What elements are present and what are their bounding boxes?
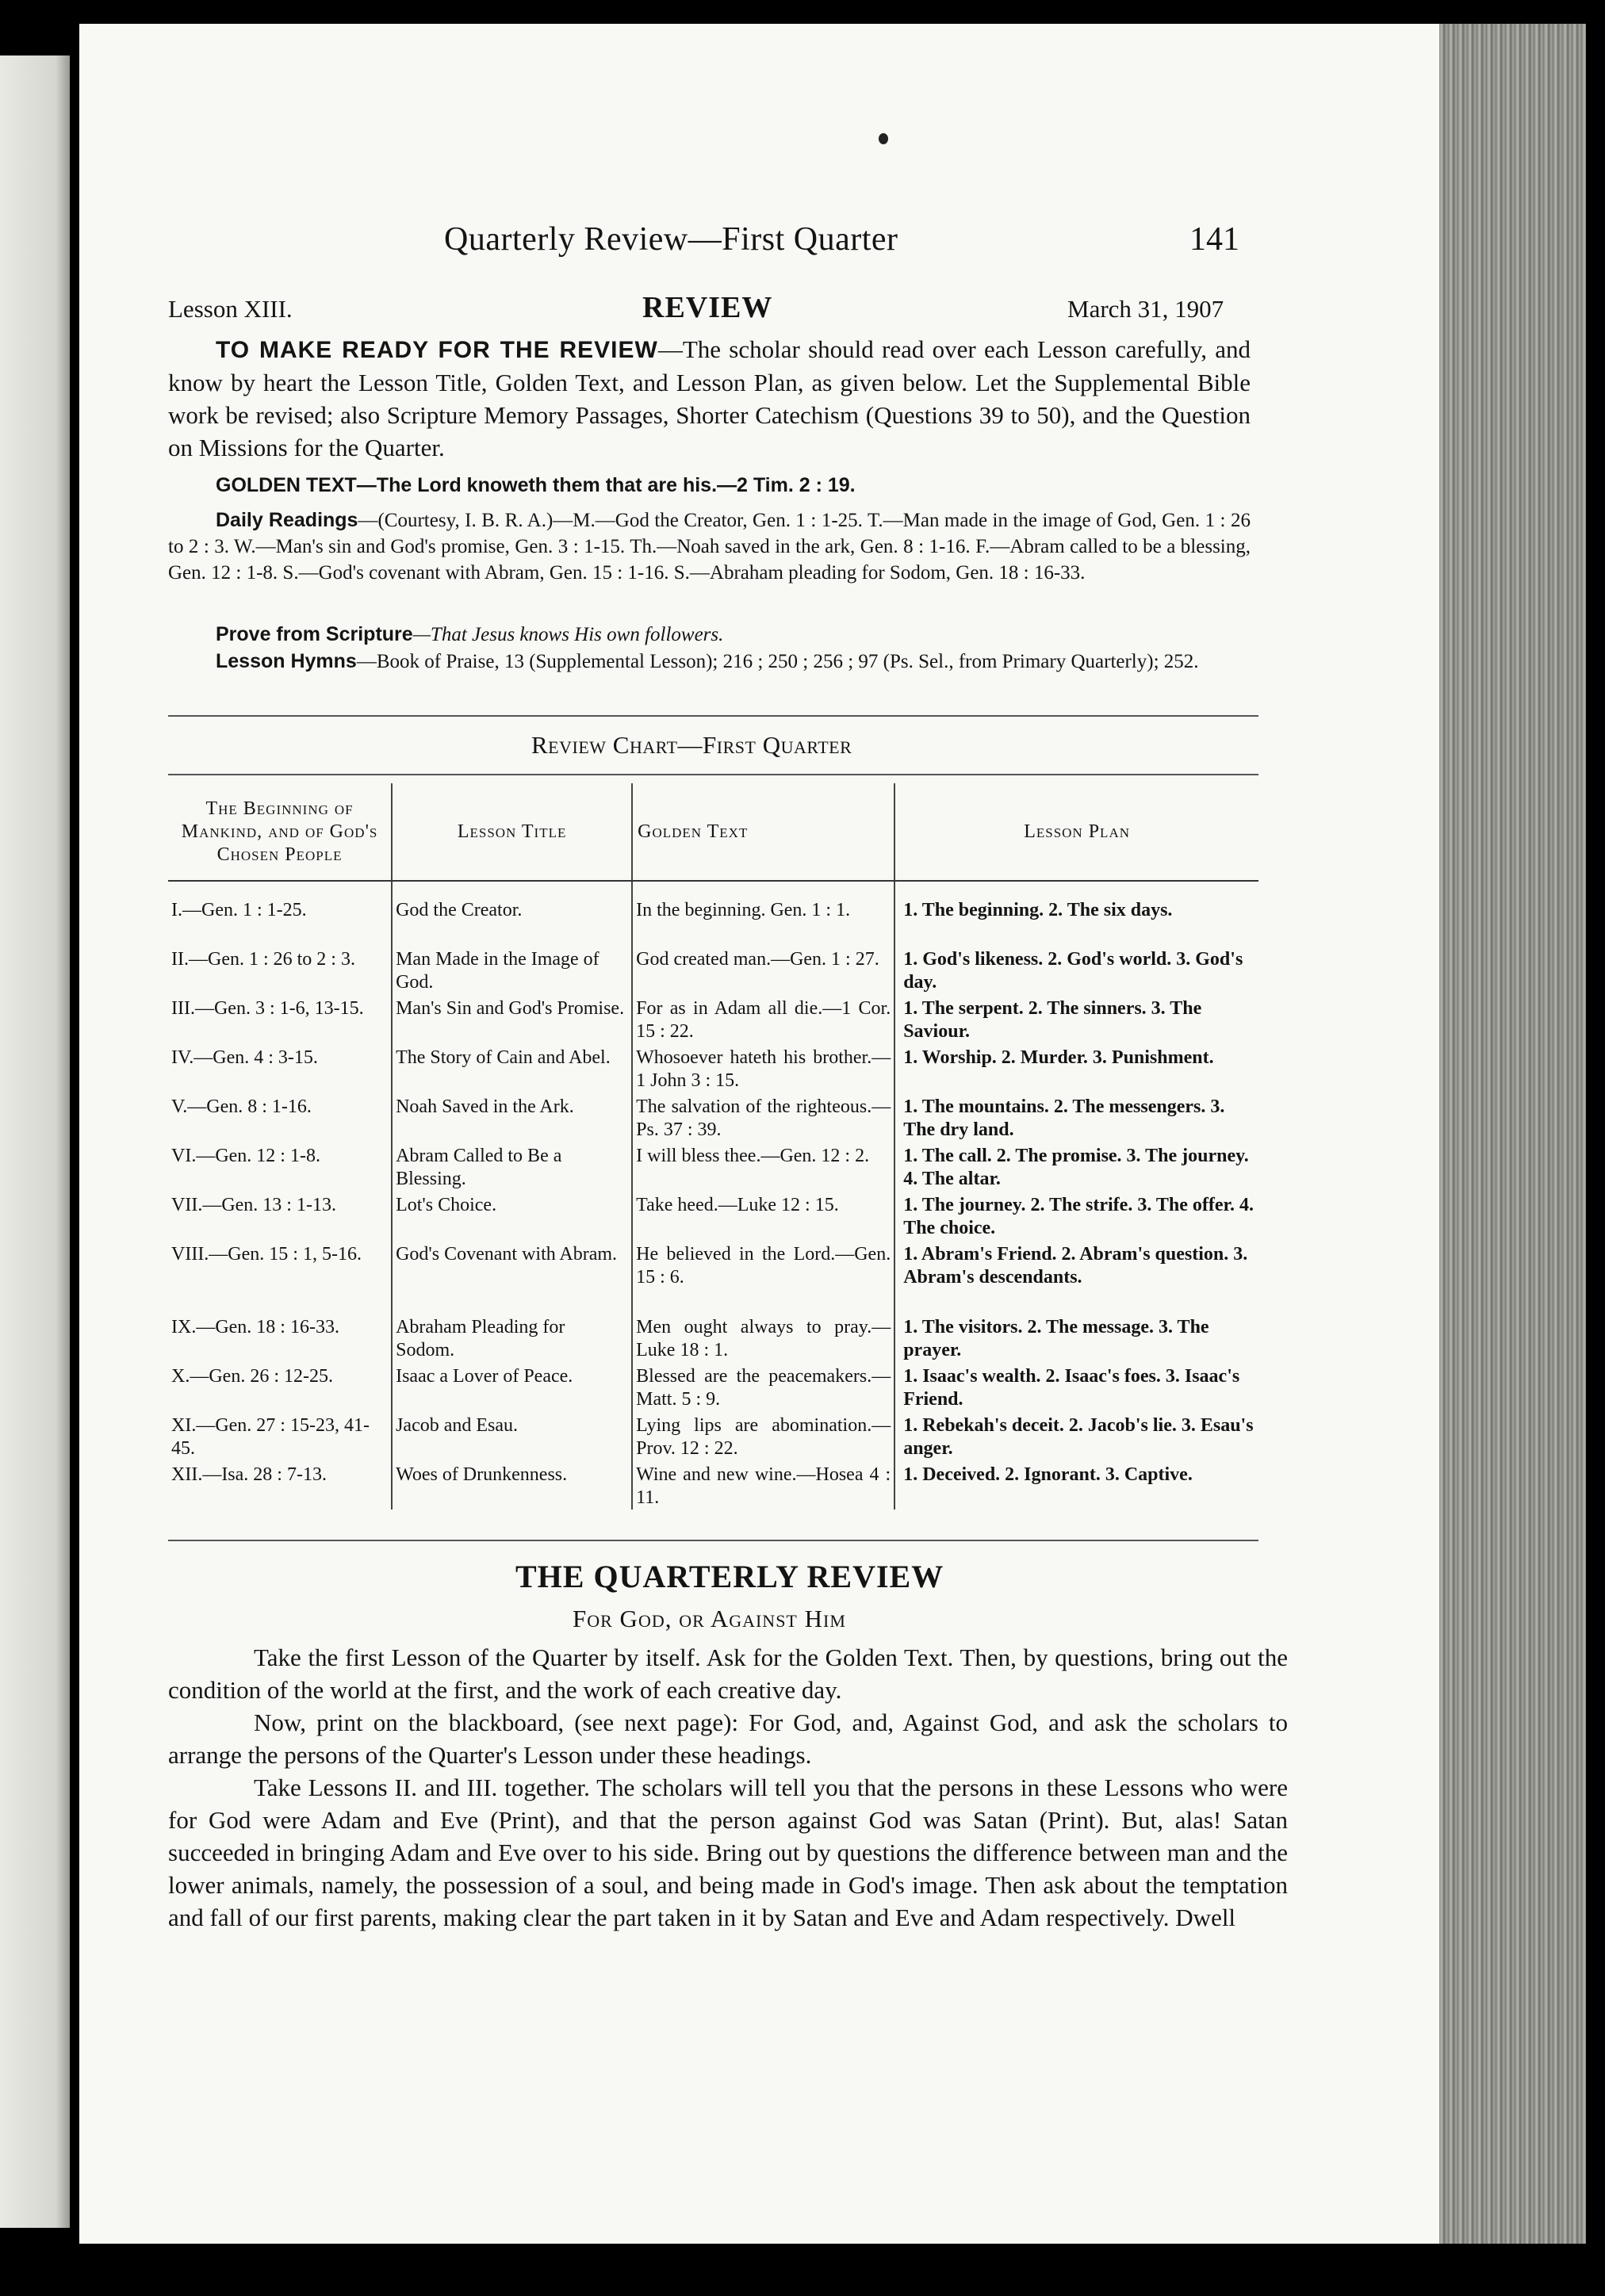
review-title: REVIEW <box>642 291 773 324</box>
table-row <box>168 881 1258 945</box>
table-row <box>168 1411 1258 1460</box>
cell-lesson-title: God's Covenant with Abram. <box>392 1240 632 1313</box>
prove-label: Prove from Scripture <box>216 623 413 645</box>
golden-text-label: GOLDEN TEXT— <box>216 474 377 496</box>
prove-from-scripture <box>168 622 1251 648</box>
prove-text: —That Jesus knows His own followers. <box>412 624 724 645</box>
cell-lesson-plan: 1. The visitors. 2. The message. 3. The prayer. <box>903 1317 1209 1360</box>
table-row <box>168 1142 1258 1191</box>
cell-golden-text: Wine and new wine.—Hosea 4 : 11. <box>632 1460 894 1510</box>
facing-page-edge <box>0 55 70 2228</box>
cell-golden-text: In the beginning. Gen. 1 : 1. <box>632 881 894 945</box>
daily-readings-text: —(Courtesy, I. B. R. A.)—M.—God the Creator, Gen. 1 : 1-25. T.—Man made in the image of God, Gen. 1 : 26 to 2 : 3. W.—Man's sin and God's promise, Gen. 3 : 1-15. Th.—Noah saved in the ark, Gen. 8 : 1-16. F.—Abram called to be a blessing, Gen. 12 : 1-8. S.—God's covenant with Abram, Gen. 15 : 1-16. S.—Abraham pleading for Sodom, Gen. 18 : 16-33. <box>168 510 1251 584</box>
cell-scripture: VI.—Gen. 12 : 1-8. <box>168 1142 392 1191</box>
golden-text-value: The Lord knoweth them that are his.—2 Tim. 2 : 19. <box>376 474 856 496</box>
cell-lesson-title: Jacob and Esau. <box>392 1411 632 1460</box>
table-header-row <box>168 783 1258 881</box>
cell-scripture: II.—Gen. 1 : 26 to 2 : 3. <box>168 945 392 994</box>
table-row <box>168 1093 1258 1142</box>
cell-lesson-title: Lot's Choice. <box>392 1191 632 1240</box>
lesson-hymns <box>168 649 1251 675</box>
cell-lesson-plan: 1. Worship. 2. Murder. 3. Punishment. <box>903 1047 1214 1068</box>
running-head: Quarterly Review—First Quarter <box>444 221 898 258</box>
cell-scripture: V.—Gen. 8 : 1-16. <box>168 1093 392 1142</box>
lesson-date: March 31, 1907 <box>1067 295 1224 323</box>
cell-lesson-plan: 1. The mountains. 2. The messengers. 3. The dry land. <box>903 1096 1225 1140</box>
cell-lesson-title: Woes of Drunkenness. <box>392 1460 632 1510</box>
quarterly-review-subheading: For God, or Against Him <box>573 1605 846 1632</box>
column-header-golden-text: Golden Text <box>632 783 894 881</box>
chart-title: Review Chart—First Quarter <box>531 731 852 759</box>
cell-scripture: IV.—Gen. 4 : 3-15. <box>168 1043 392 1093</box>
daily-readings <box>168 507 1251 586</box>
column-header-lesson-plan: Lesson Plan <box>894 783 1258 881</box>
column-header-scripture: The Beginning of Mankind, and of God's Chosen People <box>168 783 392 881</box>
intro-heading: TO MAKE READY FOR THE REVIEW <box>216 337 658 363</box>
cell-lesson-plan: 1. Rebekah's deceit. 2. Jacob's lie. 3. Esau's anger. <box>903 1415 1254 1459</box>
intro-text: —The scholar should read over each Lesson carefully, and know by heart the Lesson Title, Golden Text, and Lesson Plan, as given below. Let the Supplemental Bible work be revised; also Scripture Memory Passages, Shorter Catechism (Questions 39 to 50), and the Question on Missions for the Quarter. <box>168 335 1251 461</box>
cell-scripture: XII.—Isa. 28 : 7-13. <box>168 1460 392 1510</box>
ink-dot <box>879 133 888 144</box>
cell-lesson-title: Abraham Pleading for Sodom. <box>392 1313 632 1362</box>
intro-paragraph <box>168 333 1251 464</box>
cell-scripture: I.—Gen. 1 : 1-25. <box>168 881 392 945</box>
body-paragraph: Now, print on the blackboard, (see next page): For God, and, Against God, and ask the scholars to arrange the persons of the Quarter's Lesson under these headings. <box>168 1709 1288 1769</box>
cell-scripture: XI.—Gen. 27 : 15-23, 41-45. <box>168 1411 392 1460</box>
table-row <box>168 1240 1258 1313</box>
cell-scripture: X.—Gen. 26 : 12-25. <box>168 1362 392 1411</box>
cell-lesson-plan: 1. The journey. 2. The strife. 3. The offer. 4. The choice. <box>903 1195 1254 1238</box>
body-paragraph: Take the first Lesson of the Quarter by itself. Ask for the Golden Text. Then, by questions, bring out the condition of the world at the first, and the work of each creative day. <box>168 1644 1288 1704</box>
section-rule-top <box>168 715 1258 717</box>
section-rule-chart <box>168 774 1258 775</box>
table-row <box>168 1191 1258 1240</box>
column-header-lesson-title: Lesson Title <box>392 783 632 881</box>
cell-golden-text: Men ought always to pray.—Luke 18 : 1. <box>632 1313 894 1362</box>
page-stack-edge <box>1439 24 1586 2244</box>
cell-lesson-plan: 1. The call. 2. The promise. 3. The journey. 4. The altar. <box>903 1146 1249 1189</box>
cell-golden-text: Whosoever hateth his brother.—1 John 3 : 15. <box>632 1043 894 1093</box>
quarterly-review-body <box>168 1641 1288 1934</box>
table-row <box>168 1313 1258 1362</box>
cell-golden-text: I will bless thee.—Gen. 12 : 2. <box>632 1142 894 1191</box>
hymns-text: —Book of Praise, 13 (Supplemental Lesson); 216 ; 250 ; 256 ; 97 (Ps. Sel., from Primary Quarterly); 252. <box>356 651 1199 672</box>
cell-lesson-plan: 1. Isaac's wealth. 2. Isaac's foes. 3. Isaac's Friend. <box>903 1366 1240 1410</box>
cell-scripture: VIII.—Gen. 15 : 1, 5-16. <box>168 1240 392 1313</box>
table-row <box>168 994 1258 1043</box>
golden-text-line <box>168 473 1251 499</box>
cell-lesson-title: Noah Saved in the Ark. <box>392 1093 632 1142</box>
cell-lesson-plan: 1. God's likeness. 2. God's world. 3. God's day. <box>903 949 1243 993</box>
cell-scripture: III.—Gen. 3 : 1-6, 13-15. <box>168 994 392 1043</box>
cell-golden-text: He believed in the Lord.—Gen. 15 : 6. <box>632 1240 894 1313</box>
section-rule-bottom <box>168 1540 1258 1541</box>
cell-lesson-plan: 1. Deceived. 2. Ignorant. 3. Captive. <box>903 1464 1193 1485</box>
cell-lesson-title: God the Creator. <box>392 881 632 945</box>
cell-lesson-title: Isaac a Lover of Peace. <box>392 1362 632 1411</box>
lesson-number: Lesson XIII. <box>168 295 293 323</box>
table-row <box>168 1362 1258 1411</box>
quarterly-review-heading: THE QUARTERLY REVIEW <box>515 1559 944 1594</box>
daily-readings-label: Daily Readings <box>216 509 358 531</box>
review-chart-table <box>168 783 1258 1510</box>
table-row <box>168 945 1258 994</box>
table-row <box>168 1460 1258 1510</box>
page-number: 141 <box>1189 221 1239 258</box>
cell-golden-text: Blessed are the peacemakers.—Matt. 5 : 9. <box>632 1362 894 1411</box>
cell-scripture: IX.—Gen. 18 : 16-33. <box>168 1313 392 1362</box>
cell-scripture: VII.—Gen. 13 : 1-13. <box>168 1191 392 1240</box>
cell-lesson-plan: 1. The serpent. 2. The sinners. 3. The Saviour. <box>903 998 1202 1042</box>
cell-lesson-title: The Story of Cain and Abel. <box>392 1043 632 1093</box>
cell-lesson-plan: 1. The beginning. 2. The six days. <box>903 900 1173 920</box>
cell-golden-text: For as in Adam all die.—1 Cor. 15 : 22. <box>632 994 894 1043</box>
cell-golden-text: Lying lips are abomination.—Prov. 12 : 22. <box>632 1411 894 1460</box>
cell-lesson-title: Abram Called to Be a Blessing. <box>392 1142 632 1191</box>
cell-lesson-title: Man's Sin and God's Promise. <box>392 994 632 1043</box>
table-row <box>168 1043 1258 1093</box>
cell-golden-text: The salvation of the righteous.—Ps. 37 : 39. <box>632 1093 894 1142</box>
cell-lesson-plan: 1. Abram's Friend. 2. Abram's question. 3. Abram's descendants. <box>903 1244 1248 1288</box>
hymns-label: Lesson Hymns <box>216 650 357 672</box>
cell-lesson-title: Man Made in the Image of God. <box>392 945 632 994</box>
body-paragraph: Take Lessons II. and III. together. The scholars will tell you that the persons in these Lessons who were for God were Adam and Eve (Print), and that the person against God was Satan (Print). But, alas! Satan succeeded in bringing Adam and Eve over to his side. Bring out by questions the difference between man and the lower animals, namely, the possession of a soul, and being made in God's image. Then ask about the temptation and fall of our first parents, making clear the part taken in it by Satan and Eve and Adam respectively. Dwell <box>168 1774 1288 1931</box>
cell-golden-text: Take heed.—Luke 12 : 15. <box>632 1191 894 1240</box>
cell-golden-text: God created man.—Gen. 1 : 27. <box>632 945 894 994</box>
